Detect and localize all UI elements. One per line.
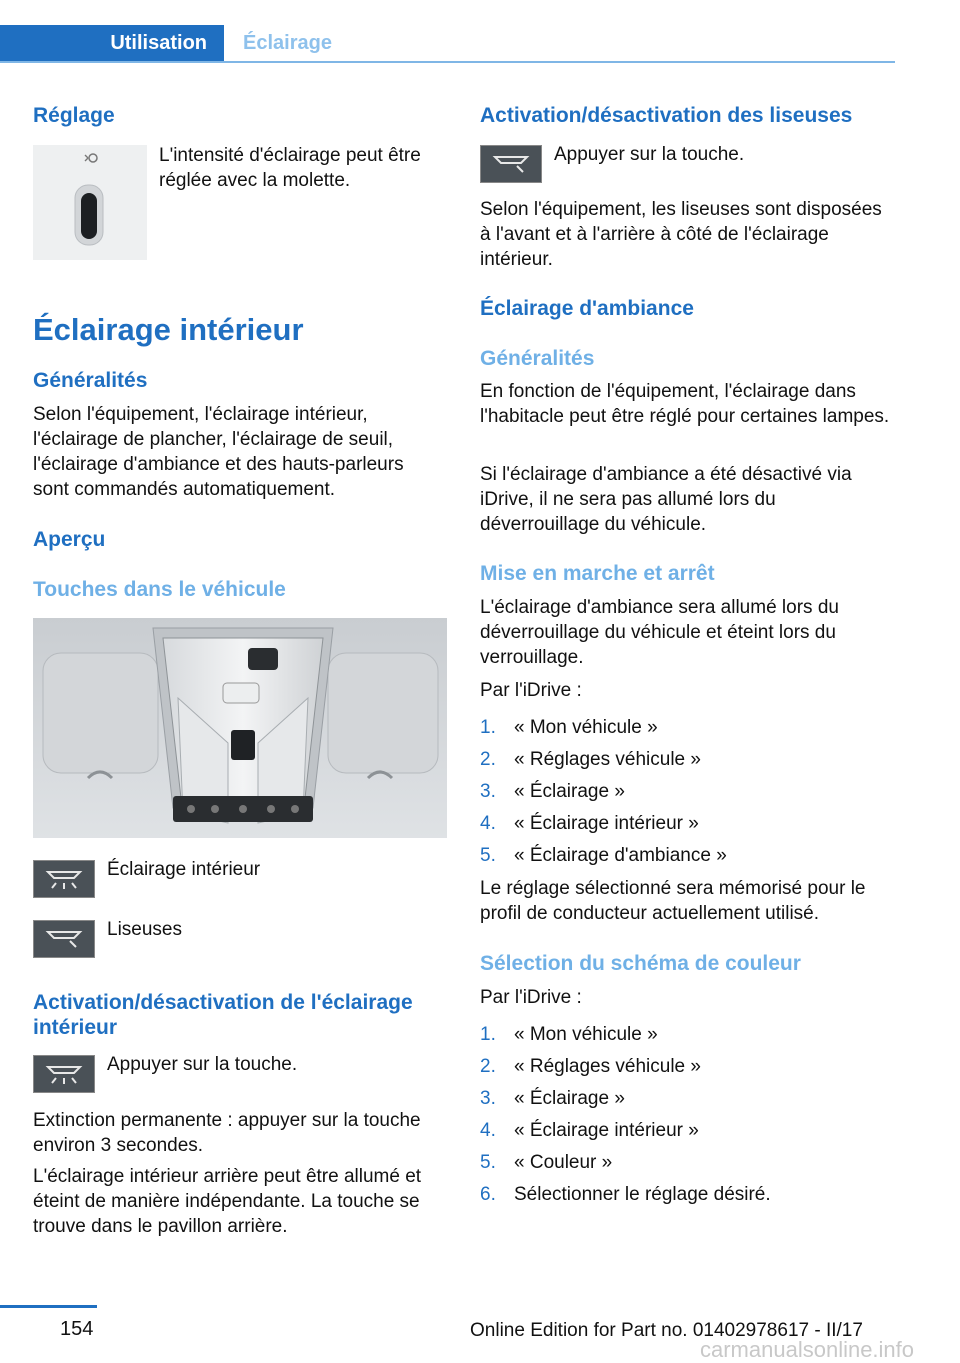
- steps-list-2: [480, 1019, 890, 1211]
- liseuses-desc: Selon l'équipement, les liseuses sont disposées à l'avant et à l'arrière à côté de l'éclairage intérieur.: [480, 199, 882, 270]
- generalites-heading: Généralités: [33, 369, 148, 392]
- interior-light-button-icon: [33, 860, 95, 898]
- ambiance-heading: Éclairage d'ambiance: [480, 297, 694, 320]
- list-item: 4. « Éclairage intérieur »: [480, 1120, 699, 1141]
- couleur-heading: Sélection du schéma de couleur: [480, 952, 801, 975]
- ambiance-generalites-p1: En fonction de l'équipement, l'éclairage dans l'habitacle peut être réglé pour certaines lampes.: [480, 381, 890, 427]
- list-item: 4. « Éclairage intérieur »: [480, 813, 699, 834]
- par-idrive-1: Par l'iDrive :: [480, 680, 582, 701]
- generalites-text: Selon l'équipement, l'éclairage intérieur, l'éclairage de plancher, l'éclairage de seuil, l'éclairage d'ambiance et des hauts-parleurs sont commandés automatiquement.: [33, 404, 404, 500]
- edition-text: Online Edition for Part no. 01402978617 - II/17: [470, 1320, 863, 1341]
- list-item: 1. « Mon véhicule »: [480, 717, 658, 738]
- memorise-text: Le réglage sélectionné sera mémorisé pour le profil de conducteur actuellement utilisé.: [480, 878, 866, 924]
- par-idrive-2: Par l'iDrive :: [480, 987, 582, 1008]
- apercu-heading: Aperçu: [33, 528, 106, 551]
- reading-light-button-icon-2: [480, 145, 542, 183]
- list-item: 2. « Réglages véhicule »: [480, 749, 701, 770]
- header-rule: [0, 61, 895, 63]
- ambiance-generalites-p2: Si l'éclairage d'ambiance a été désactivé via iDrive, il ne sera pas allumé lors du déverrouillage du véhicule.: [480, 464, 852, 535]
- tab-eclairage[interactable]: Éclairage: [243, 32, 332, 54]
- rear-light-text: L'éclairage intérieur arrière peut être allumé et éteint de manière indépendante. La touche se trouve dans le pavillon arrière.: [33, 1166, 422, 1237]
- tab-utilisation[interactable]: Utilisation: [0, 25, 224, 62]
- list-item: 1. « Mon véhicule »: [480, 1024, 658, 1045]
- footer-rule: [0, 1305, 97, 1308]
- list-item: 5. « Éclairage d'ambiance »: [480, 845, 727, 866]
- activation-interior-heading: Activation/désactivation de l'éclairage intérieur: [33, 991, 413, 1039]
- extinction-text: Extinction permanente : appuyer sur la touche environ 3 secondes.: [33, 1110, 421, 1156]
- touches-heading: Touches dans le véhicule: [33, 578, 286, 601]
- reglage-heading: Réglage: [33, 104, 115, 127]
- icon-label-reading-lights: Liseuses: [107, 919, 182, 940]
- marche-text: L'éclairage d'ambiance sera allumé lors du déverrouillage du véhicule et éteint lors du verrouillage.: [480, 597, 839, 668]
- list-item: 3. « Éclairage »: [480, 781, 625, 802]
- section-title-eclairage-interieur: Éclairage intérieur: [33, 312, 304, 347]
- reglage-text: L'intensité d'éclairage peut être réglée avec la molette.: [159, 145, 421, 191]
- list-item: 6. Sélectionner le réglage désiré.: [480, 1184, 771, 1205]
- list-item: 5. « Couleur »: [480, 1152, 613, 1173]
- overhead-console-image: [33, 618, 447, 838]
- marche-heading: Mise en marche et arrêt: [480, 562, 715, 585]
- watermark: carmanualsonline.info: [700, 1337, 915, 1362]
- liseuses-press-text: Appuyer sur la touche.: [554, 144, 745, 165]
- reading-light-button-icon: [33, 920, 95, 958]
- list-item: 2. « Réglages véhicule »: [480, 1056, 701, 1077]
- steps-list-1: [480, 712, 890, 872]
- activation-press-text: Appuyer sur la touche.: [107, 1054, 298, 1075]
- interior-light-button-icon-2: [33, 1055, 95, 1093]
- liseuses-heading: Activation/désactivation des liseuses: [480, 104, 853, 127]
- list-item: 3. « Éclairage »: [480, 1088, 625, 1109]
- dimmer-wheel-image: [33, 145, 147, 260]
- ambiance-generalites-heading: Généralités: [480, 347, 595, 370]
- icon-label-interior-light: Éclairage intérieur: [107, 859, 261, 880]
- page-number: 154: [60, 1318, 94, 1340]
